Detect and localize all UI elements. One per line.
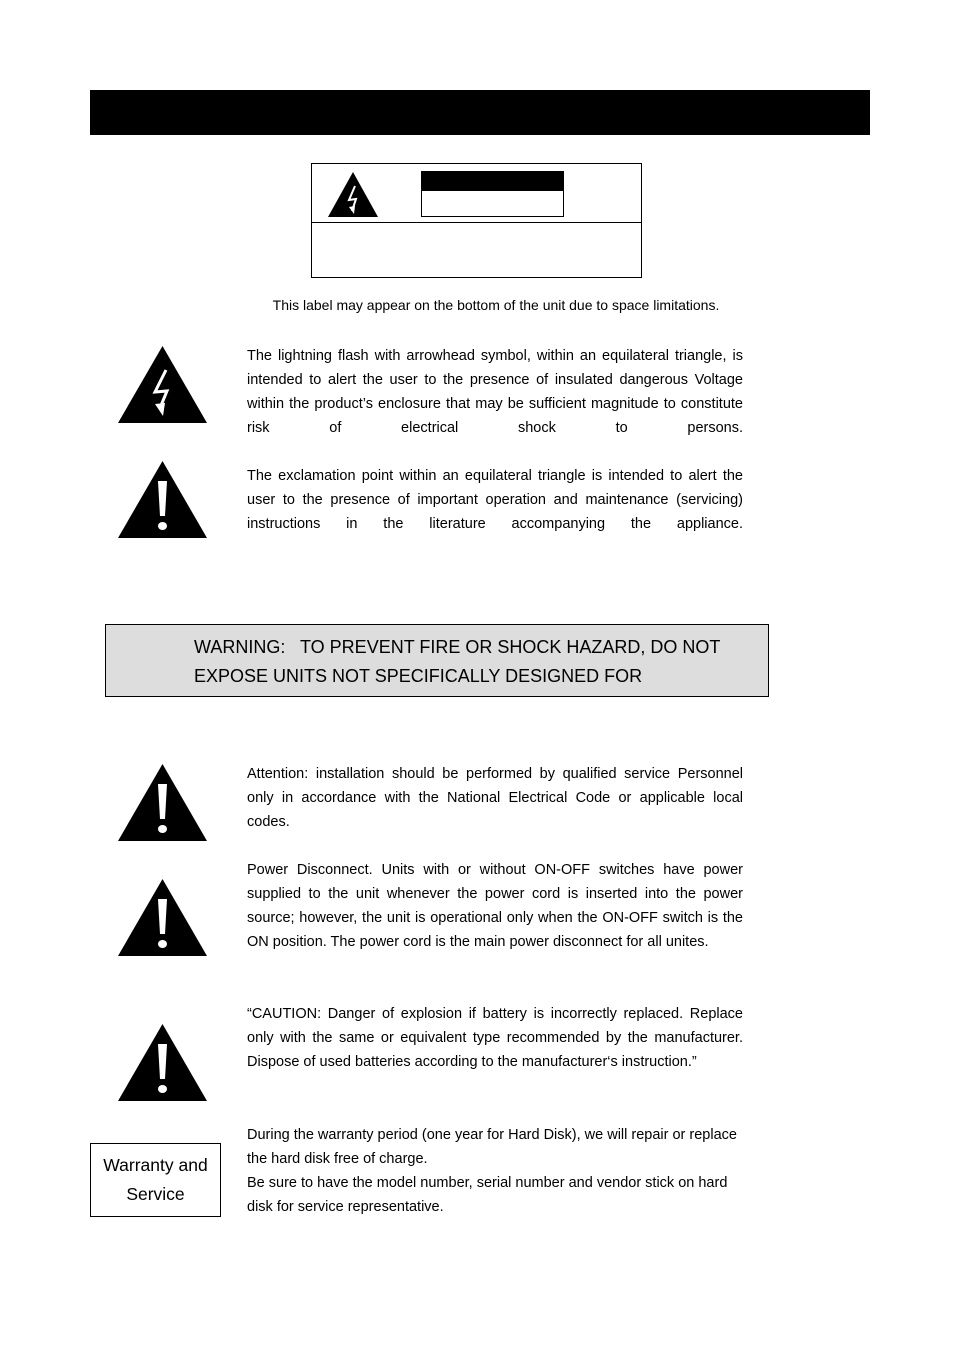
exclamation-triangle-icon bbox=[118, 461, 207, 538]
warranty-label: Warranty and Service bbox=[103, 1155, 208, 1204]
lightning-triangle-icon bbox=[118, 346, 207, 423]
label-note: This label may appear on the bottom of the unit due to space limitations. bbox=[272, 297, 720, 313]
attention-notice: Attention: installation should be performed by qualified service Personnel only in accordance with the National Electrical Code or applicable local codes. bbox=[247, 766, 743, 830]
exclamation-triangle-icon bbox=[118, 879, 207, 956]
lightning-warning-icon bbox=[328, 172, 378, 217]
exclamation-description: The exclamation point within an equilateral triangle is intended to alert the user to the presence of important operation and maintenance (servicing) instructions in the literature accompanying the appliance. bbox=[247, 468, 743, 532]
warranty-text bbox=[247, 1123, 743, 1219]
power-disconnect-notice: Power Disconnect. Units with or without ON-OFF switches have power supplied to the unit whenever the power cord is inserted into the power source; however, the unit is operational only when the ON-OFF switch is the ON position. The power cord is the main power disconnect for all unites. bbox=[247, 862, 743, 950]
caution-label-box bbox=[311, 163, 642, 278]
warranty-text-2: Be sure to have the model number, serial number and vendor stick on hard disk for service representative. bbox=[247, 1175, 728, 1215]
exclamation-triangle-icon bbox=[118, 1024, 207, 1101]
warranty-label-box bbox=[90, 1143, 221, 1217]
label-divider bbox=[312, 222, 641, 223]
warning-text: WARNING: TO PREVENT FIRE OR SHOCK HAZARD, DO NOT EXPOSE UNITS NOT SPECIFICALLY DESIGNED FOR bbox=[194, 637, 726, 686]
fire-shock-warning-box bbox=[105, 624, 769, 697]
lightning-description: The lightning flash with arrowhead symbol, within an equilateral triangle, is intended to alert the user to the presence of insulated dangerous Voltage within the product’s enclosure that may be sufficient magnitude to constitute risk of electrical shock to persons. bbox=[247, 348, 743, 436]
battery-caution-notice: “CAUTION: Danger of explosion if battery is incorrectly replaced. Replace only with the same or equivalent type recommended by the manufacturer. Dispose of used batteries according to the manufacturer‘s instruction.” bbox=[247, 1006, 743, 1070]
exclamation-triangle-icon bbox=[118, 764, 207, 841]
section-header-bar bbox=[90, 90, 870, 135]
caution-label-plate bbox=[421, 171, 564, 217]
warranty-text-1: During the warranty period (one year for Hard Disk), we will repair or replace the hard disk free of charge. bbox=[247, 1127, 737, 1167]
